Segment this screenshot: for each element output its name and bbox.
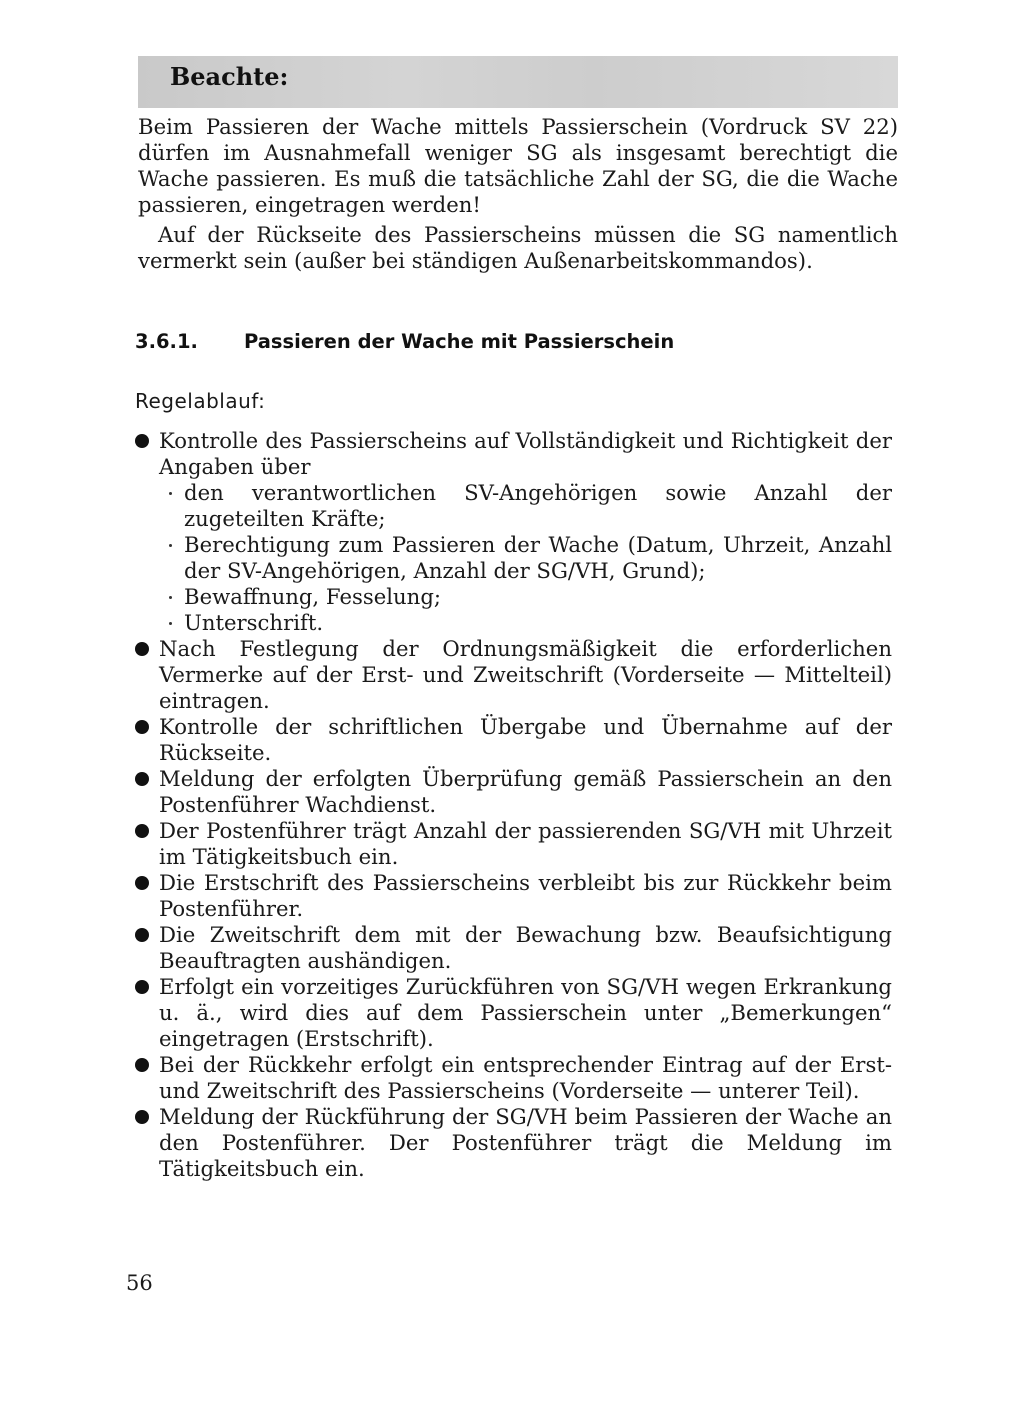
section-title: Passieren der Wache mit Passierschein	[244, 330, 675, 353]
list-item-text: Erfolgt ein vorzeitiges Zurückführen von SG/VH wegen Erkrankung u. ä., wird dies auf dem Passierschein unter „Bemerkungen“ eingetragen (Erstschrift).	[159, 974, 892, 1051]
page-number: 56	[126, 1271, 153, 1295]
sub-list-item: Berechtigung zum Passieren der Wache (Datum, Uhrzeit, Anzahl der SV-Angehörigen, Anzahl der SG/VH, Grund);	[159, 532, 892, 584]
list-item-text: Meldung der erfolgten Überprüfung gemäß Passierschein an den Postenführer Wachdienst.	[159, 766, 892, 817]
bullet-icon	[135, 1058, 149, 1072]
list-item	[132, 766, 892, 818]
sub-list-item: den verantwortlichen SV-Angehörigen sowie Anzahl der zugeteilten Kräfte;	[159, 480, 892, 532]
procedure-label: Regelablauf:	[135, 389, 266, 413]
list-item	[132, 870, 892, 922]
note-paragraph-1: Beim Passieren der Wache mittels Passierschein (Vordruck SV 22) dürfen im Ausnahmefall weniger SG als insgesamt berechtigt die Wache passieren. Es muß die tatsächliche Zahl der SG, die die Wache passieren, eingetragen werden!	[138, 114, 898, 217]
section-number: 3.6.1.	[135, 330, 198, 353]
list-item-text: Bei der Rückkehr erfolgt ein entsprechender Eintrag auf der Erst- und Zweitschrift des Passierscheins (Vorderseite — unterer Teil).	[159, 1052, 892, 1103]
procedure-list	[132, 428, 892, 1182]
note-paragraph-2: Auf der Rückseite des Passierscheins müssen die SG namentlich vermerkt sein (außer bei ständigen Außenarbeitskommandos).	[138, 222, 898, 273]
list-item	[132, 818, 892, 870]
sub-list	[159, 480, 892, 636]
list-item	[132, 1104, 892, 1182]
bullet-icon	[135, 434, 149, 448]
list-item-text: Nach Festlegung der Ordnungsmäßigkeit die erforderlichen Vermerke auf der Erst- und Zweitschrift (Vorderseite — Mittelteil) eintragen.	[159, 636, 892, 713]
list-item	[132, 974, 892, 1052]
bullet-icon	[135, 980, 149, 994]
list-item	[132, 922, 892, 974]
bullet-icon	[135, 720, 149, 734]
note-label: Beachte:	[170, 62, 289, 91]
list-item-text: Kontrolle des Passierscheins auf Vollständigkeit und Richtigkeit der Angaben über	[159, 428, 892, 479]
bullet-icon	[135, 642, 149, 656]
sub-list-item: Bewaffnung, Fesselung;	[159, 584, 892, 610]
list-item-text: Kontrolle der schriftlichen Übergabe und Übernahme auf der Rückseite.	[159, 714, 892, 765]
list-item-text: Die Zweitschrift dem mit der Bewachung bzw. Beaufsichtigung Beauftragten aushändigen.	[159, 922, 892, 973]
bullet-icon	[135, 876, 149, 890]
sub-list-item: Unterschrift.	[159, 610, 892, 636]
list-item-text: Die Erstschrift des Passierscheins verbleibt bis zur Rückkehr beim Postenführer.	[159, 870, 892, 921]
list-item	[132, 636, 892, 714]
list-item-text: Der Postenführer trägt Anzahl der passierenden SG/VH mit Uhrzeit im Tätigkeitsbuch ein.	[159, 818, 892, 869]
list-item	[132, 428, 892, 636]
bullet-icon	[135, 1110, 149, 1124]
bullet-icon	[135, 928, 149, 942]
list-item	[132, 1052, 892, 1104]
list-item	[132, 714, 892, 766]
bullet-icon	[135, 772, 149, 786]
bullet-icon	[135, 824, 149, 838]
list-item-text: Meldung der Rückführung der SG/VH beim Passieren der Wache an den Postenführer. Der Postenführer trägt die Meldung im Tätigkeitsbuch ein.	[159, 1104, 892, 1181]
